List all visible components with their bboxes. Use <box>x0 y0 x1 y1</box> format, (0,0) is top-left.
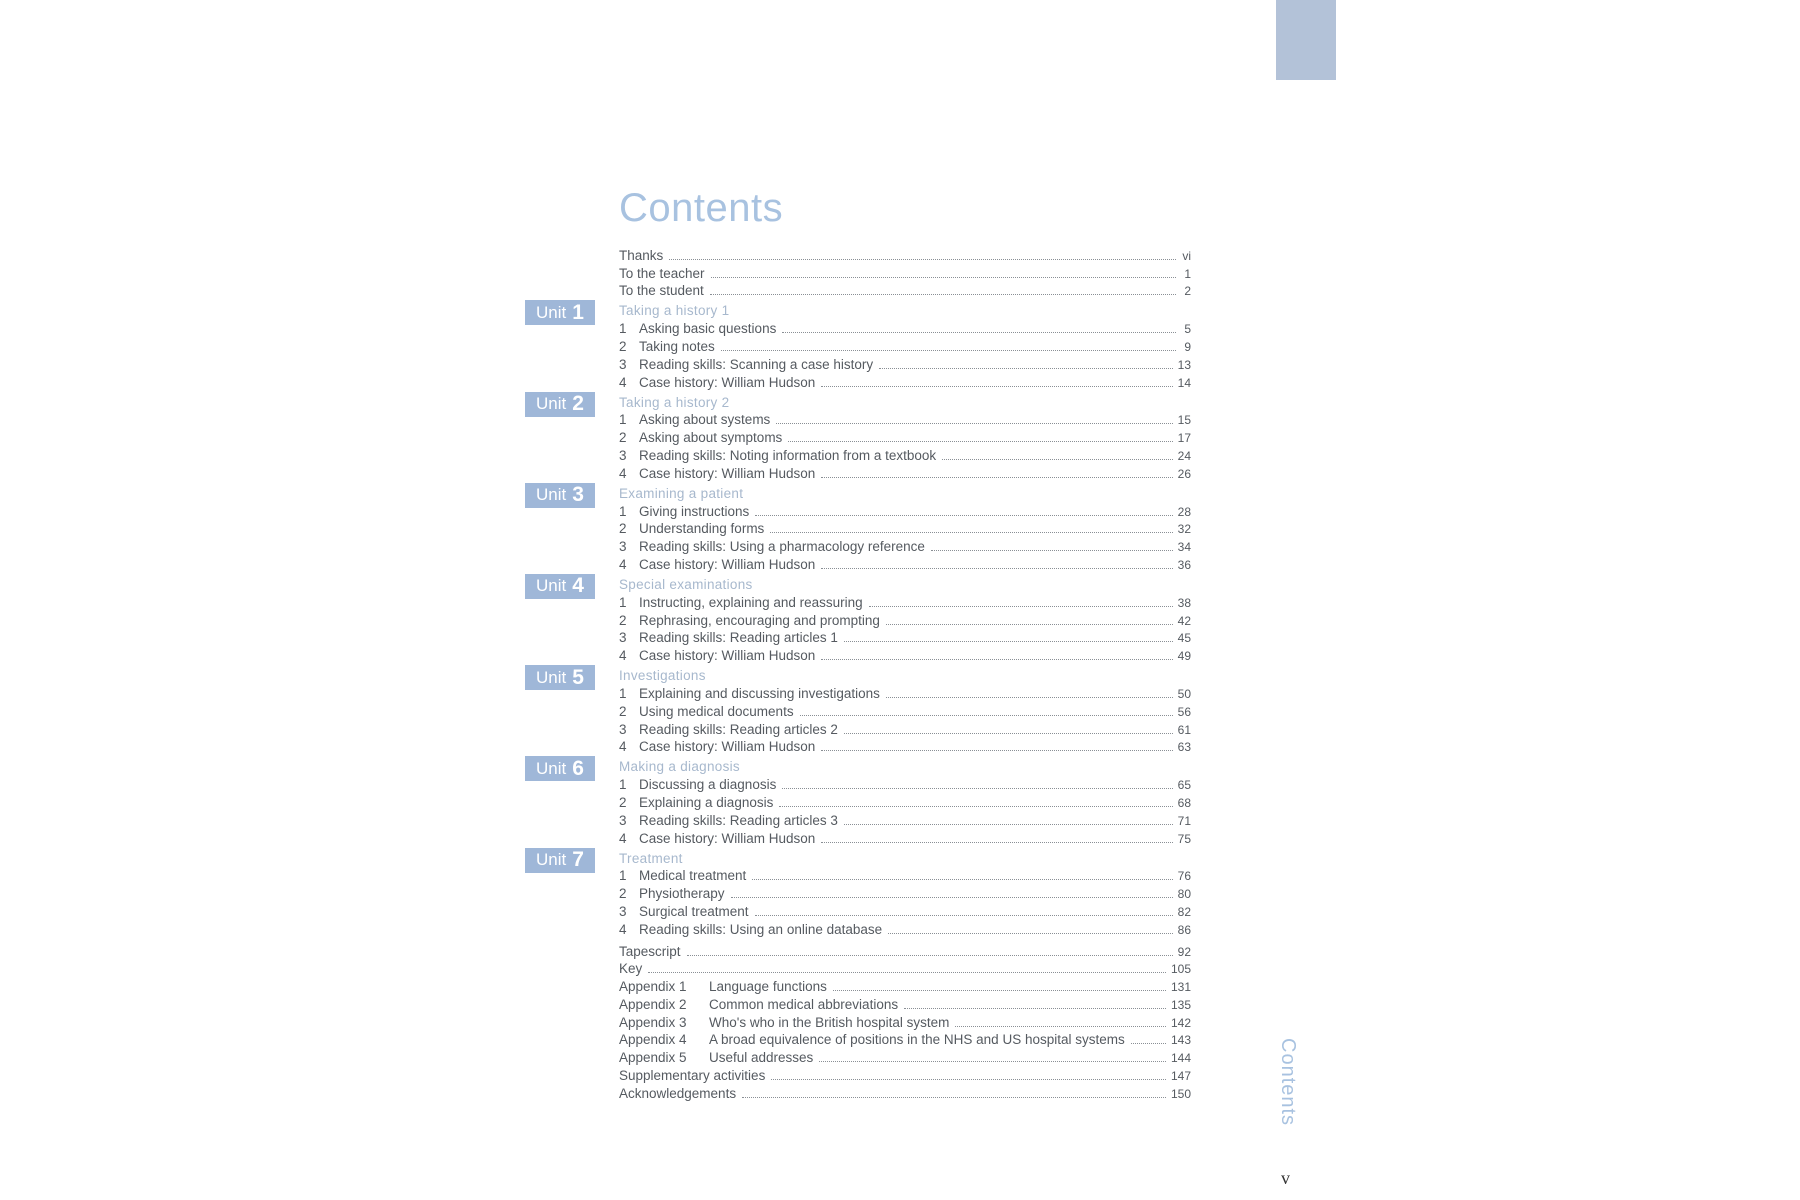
entry-label: Case history: William Hudson <box>639 830 816 846</box>
dot-leader <box>742 1097 1166 1098</box>
entry-page: 2 <box>1184 284 1191 299</box>
toc-entry[interactable] <box>619 463 1191 481</box>
toc-entry[interactable] <box>619 519 1191 537</box>
toc-entry[interactable] <box>619 810 1191 828</box>
toc-entry[interactable] <box>619 427 1191 445</box>
entry-page: 24 <box>1177 448 1191 463</box>
entry-page: 14 <box>1177 375 1191 390</box>
toc-entry[interactable] <box>619 883 1191 901</box>
entry-page: 76 <box>1177 869 1191 884</box>
page-title: Contents <box>619 186 784 230</box>
entry-label: Rephrasing, encouraging and prompting <box>639 612 880 628</box>
entry-label: Reading skills: Scanning a case history <box>639 356 874 372</box>
entry-number: 1 <box>619 868 627 884</box>
appendix-name: Appendix 3 <box>619 1014 687 1030</box>
entry-page: 135 <box>1170 997 1191 1012</box>
entry-label: Reading skills: Reading articles 2 <box>639 721 838 737</box>
entry-page: 61 <box>1177 722 1191 737</box>
unit-5-block <box>536 665 1191 755</box>
entry-number: 3 <box>619 539 627 555</box>
entry-number: 3 <box>619 630 627 646</box>
entry-page: 147 <box>1170 1069 1191 1084</box>
entry-page: 49 <box>1177 649 1191 664</box>
entry-number: 4 <box>619 739 627 755</box>
toc-entry[interactable] <box>619 828 1191 846</box>
dot-leader <box>844 824 1173 825</box>
entry-number: 2 <box>619 612 627 628</box>
dot-leader <box>821 659 1172 660</box>
toc-entry[interactable] <box>619 318 1191 336</box>
toc-entry[interactable] <box>619 610 1191 628</box>
dot-leader <box>776 423 1172 424</box>
entry-page: 38 <box>1177 595 1191 610</box>
entry-label: Asking about symptoms <box>639 430 783 446</box>
toc-entry[interactable] <box>619 774 1191 792</box>
entry-label: Asking basic questions <box>639 321 777 337</box>
unit-title[interactable]: Examining a patient <box>619 485 744 501</box>
entry-page: 28 <box>1177 504 1191 519</box>
appendix-entry[interactable] <box>619 1030 1191 1048</box>
entry-label: Supplementary activities <box>619 1068 766 1084</box>
dot-leader <box>779 806 1172 807</box>
entry-label: Discussing a diagnosis <box>639 777 777 793</box>
dot-leader <box>821 386 1172 387</box>
entry-label: Understanding forms <box>639 521 765 537</box>
entry-label: Case history: William Hudson <box>639 739 816 755</box>
entry-number: 2 <box>619 886 627 902</box>
dot-leader <box>833 990 1166 991</box>
unit-title[interactable]: Making a diagnosis <box>619 759 740 775</box>
badge-number: 3 <box>572 483 584 507</box>
unit-2-block <box>536 392 1191 481</box>
unit-2-badge[interactable] <box>525 392 595 417</box>
appendix-entry[interactable] <box>619 1012 1191 1030</box>
badge-number: 2 <box>572 392 584 416</box>
unit-title[interactable]: Investigations <box>619 668 706 684</box>
entry-label: Thanks <box>619 247 664 263</box>
entry-number: 2 <box>619 521 627 537</box>
entry-page: 68 <box>1177 795 1191 810</box>
badge-number: 5 <box>572 665 584 689</box>
dot-leader <box>755 515 1172 516</box>
entry-label: Language functions <box>709 979 827 995</box>
dot-leader <box>886 697 1173 698</box>
dot-leader <box>844 641 1173 642</box>
unit-3-badge[interactable] <box>525 483 595 508</box>
entry-page: 144 <box>1170 1051 1191 1066</box>
entry-number: 1 <box>619 412 627 428</box>
entry-label: Case history: William Hudson <box>639 465 816 481</box>
dot-leader <box>888 933 1172 934</box>
appendix-name: Appendix 4 <box>619 1032 687 1048</box>
toc-entry[interactable] <box>619 554 1191 572</box>
toc-entry[interactable] <box>619 354 1191 372</box>
dot-leader <box>711 277 1176 278</box>
entry-label: Case history: William Hudson <box>639 556 816 572</box>
entry-page: 92 <box>1177 944 1191 959</box>
entry-page: 45 <box>1177 631 1191 646</box>
entry-page: 32 <box>1177 522 1191 537</box>
unit-1-block <box>536 300 1191 390</box>
unit-title[interactable]: Taking a history 1 <box>619 303 730 319</box>
entry-page: 26 <box>1177 466 1191 481</box>
entry-label: Surgical treatment <box>639 903 749 919</box>
entry-label: Tapescript <box>619 943 681 959</box>
dot-leader <box>782 332 1176 333</box>
dot-leader <box>821 568 1172 569</box>
entry-label: Common medical abbreviations <box>709 996 899 1012</box>
appendix-entry[interactable] <box>619 976 1191 994</box>
entry-number: 1 <box>619 685 627 701</box>
entry-page: 142 <box>1170 1015 1191 1030</box>
entry-label: A broad equivalence of positions in the NHS and US hospital systems <box>709 1032 1125 1048</box>
dot-leader <box>904 1008 1166 1009</box>
toc-entry[interactable] <box>619 445 1191 463</box>
entry-number: 3 <box>619 812 627 828</box>
entry-label: Reading skills: Reading articles 3 <box>639 812 838 828</box>
dot-leader <box>869 606 1173 607</box>
entry-number: 4 <box>619 374 627 390</box>
unit-1-badge[interactable] <box>525 300 595 325</box>
dot-leader <box>669 259 1176 260</box>
entry-number: 2 <box>619 703 627 719</box>
dot-leader <box>886 624 1173 625</box>
unit-6-badge[interactable] <box>525 756 595 781</box>
entry-label: Case history: William Hudson <box>639 648 816 664</box>
entry-page: 150 <box>1170 1086 1191 1101</box>
dot-leader <box>1131 1043 1166 1044</box>
toc-entry[interactable] <box>619 645 1191 663</box>
toc-entry[interactable] <box>619 536 1191 554</box>
toc-entry[interactable] <box>619 701 1191 719</box>
entry-label: Reading skills: Noting information from a textbook <box>639 447 937 463</box>
entry-page: 63 <box>1177 740 1191 755</box>
entry-page: vi <box>1182 248 1191 263</box>
entry-page: 75 <box>1177 831 1191 846</box>
dot-leader <box>687 955 1173 956</box>
entry-label: Medical treatment <box>639 868 747 884</box>
dot-leader <box>755 915 1173 916</box>
entry-label: Explaining and discussing investigations <box>639 685 880 701</box>
appendix-entry[interactable] <box>619 994 1191 1012</box>
dot-leader <box>819 1061 1166 1062</box>
entry-number: 1 <box>619 321 627 337</box>
entry-number: 1 <box>619 503 627 519</box>
entry-number: 4 <box>619 465 627 481</box>
badge-word: Unit <box>536 758 567 778</box>
toc-entry[interactable] <box>619 1083 1191 1101</box>
toc-entry[interactable] <box>619 959 1191 977</box>
toc-entry[interactable] <box>619 245 1191 263</box>
dot-leader <box>821 477 1172 478</box>
dot-leader <box>800 715 1173 716</box>
badge-word: Unit <box>536 302 567 322</box>
entry-page: 65 <box>1177 778 1191 793</box>
entry-number: 4 <box>619 921 627 937</box>
dot-leader <box>955 1026 1166 1027</box>
unit-title[interactable]: Taking a history 2 <box>619 394 730 410</box>
toc-entry[interactable] <box>619 866 1191 884</box>
toc-entry[interactable] <box>619 628 1191 646</box>
unit-7-badge[interactable] <box>525 848 595 873</box>
entry-page: 50 <box>1177 686 1191 701</box>
entry-label: Instructing, explaining and reassuring <box>639 594 863 610</box>
dot-leader <box>821 750 1172 751</box>
dot-leader <box>788 441 1172 442</box>
entry-label: Asking about systems <box>639 412 771 428</box>
toc-entry[interactable] <box>619 719 1191 737</box>
entry-page: 105 <box>1170 962 1191 977</box>
toc-entry[interactable] <box>619 941 1191 959</box>
entry-label: Reading skills: Using an online database <box>639 921 883 937</box>
entry-page: 71 <box>1177 813 1191 828</box>
entry-page: 15 <box>1177 413 1191 428</box>
badge-word: Unit <box>536 850 567 870</box>
entry-label: To the teacher <box>619 265 705 281</box>
badge-word: Unit <box>536 394 567 414</box>
dot-leader <box>844 733 1173 734</box>
toc-entry[interactable] <box>619 919 1191 937</box>
entry-label: To the student <box>619 283 704 299</box>
toc-entry[interactable] <box>619 263 1191 281</box>
entry-number: 4 <box>619 648 627 664</box>
unit-4-badge[interactable] <box>525 574 595 599</box>
entry-page: 131 <box>1170 980 1191 995</box>
dot-leader <box>710 294 1176 295</box>
dot-leader <box>879 368 1173 369</box>
dot-leader <box>782 788 1172 789</box>
badge-word: Unit <box>536 485 567 505</box>
dot-leader <box>942 459 1173 460</box>
badge-number: 6 <box>572 756 584 780</box>
toc-entry[interactable] <box>619 410 1191 428</box>
toc-entry[interactable] <box>619 281 1191 299</box>
unit-title[interactable]: Treatment <box>619 850 683 866</box>
toc-entry[interactable] <box>619 372 1191 390</box>
toc-entry[interactable] <box>619 336 1191 354</box>
entry-label: Giving instructions <box>639 503 750 519</box>
entry-page: 9 <box>1184 339 1191 354</box>
entry-label: Explaining a diagnosis <box>639 794 774 810</box>
entry-label: Acknowledgements <box>619 1085 737 1101</box>
toc-entry[interactable] <box>619 792 1191 810</box>
entry-label: Using medical documents <box>639 703 794 719</box>
toc-entry[interactable] <box>619 737 1191 755</box>
dot-leader <box>648 972 1166 973</box>
unit-5-badge[interactable] <box>525 665 595 690</box>
table-of-contents <box>536 245 1191 1101</box>
toc-entry[interactable] <box>619 1065 1191 1083</box>
appendix-entry[interactable] <box>619 1047 1191 1065</box>
entry-page: 17 <box>1177 431 1191 446</box>
entry-number: 2 <box>619 794 627 810</box>
entry-page: 56 <box>1177 704 1191 719</box>
entry-number: 4 <box>619 830 627 846</box>
entry-number: 2 <box>619 430 627 446</box>
entry-label: Case history: William Hudson <box>639 374 816 390</box>
appendix-name: Appendix 1 <box>619 979 687 995</box>
entry-label: Reading skills: Reading articles 1 <box>639 630 838 646</box>
entry-number: 3 <box>619 903 627 919</box>
side-section-label: Contents <box>1277 1038 1299 1127</box>
appendix-name: Appendix 2 <box>619 996 687 1012</box>
entry-label: Key <box>619 961 643 977</box>
badge-word: Unit <box>536 667 567 687</box>
entry-label: Reading skills: Using a pharmacology reference <box>639 539 925 555</box>
entry-number: 3 <box>619 447 627 463</box>
appendix-name: Appendix 5 <box>619 1050 687 1066</box>
badge-word: Unit <box>536 576 567 596</box>
unit-3-block <box>536 483 1191 572</box>
dot-leader <box>770 532 1172 533</box>
dot-leader <box>721 350 1176 351</box>
dot-leader <box>821 842 1172 843</box>
toc-entry[interactable] <box>619 901 1191 919</box>
entry-number: 1 <box>619 777 627 793</box>
dot-leader <box>931 550 1173 551</box>
corner-tab <box>1276 0 1336 80</box>
dot-leader <box>731 897 1173 898</box>
entry-page: 34 <box>1177 540 1191 555</box>
badge-number: 4 <box>572 574 584 598</box>
toc-entry[interactable] <box>619 592 1191 610</box>
entry-number: 1 <box>619 594 627 610</box>
toc-entry[interactable] <box>619 683 1191 701</box>
entry-label: Useful addresses <box>709 1050 814 1066</box>
entry-number: 3 <box>619 721 627 737</box>
entry-number: 4 <box>619 556 627 572</box>
entry-page: 13 <box>1177 357 1191 372</box>
unit-7-block <box>536 848 1191 937</box>
entry-page: 1 <box>1184 266 1191 281</box>
entry-label: Who's who in the British hospital system <box>709 1014 950 1030</box>
unit-6-block <box>536 756 1191 846</box>
dot-leader <box>752 879 1172 880</box>
entry-label: Taking notes <box>639 338 715 354</box>
entry-page: 86 <box>1177 922 1191 937</box>
entry-page: 42 <box>1177 613 1191 628</box>
dot-leader <box>771 1079 1166 1080</box>
entry-page: 5 <box>1184 322 1191 337</box>
entry-number: 2 <box>619 338 627 354</box>
page-number: v <box>1281 1168 1290 1188</box>
toc-entry[interactable] <box>619 501 1191 519</box>
badge-number: 1 <box>572 300 584 324</box>
entry-number: 3 <box>619 356 627 372</box>
entry-page: 143 <box>1170 1033 1191 1048</box>
unit-4-block <box>536 574 1191 664</box>
entry-label: Physiotherapy <box>639 886 725 902</box>
entry-page: 82 <box>1177 904 1191 919</box>
unit-title[interactable]: Special examinations <box>619 576 753 592</box>
badge-number: 7 <box>572 848 584 872</box>
entry-page: 80 <box>1177 887 1191 902</box>
entry-page: 36 <box>1177 557 1191 572</box>
